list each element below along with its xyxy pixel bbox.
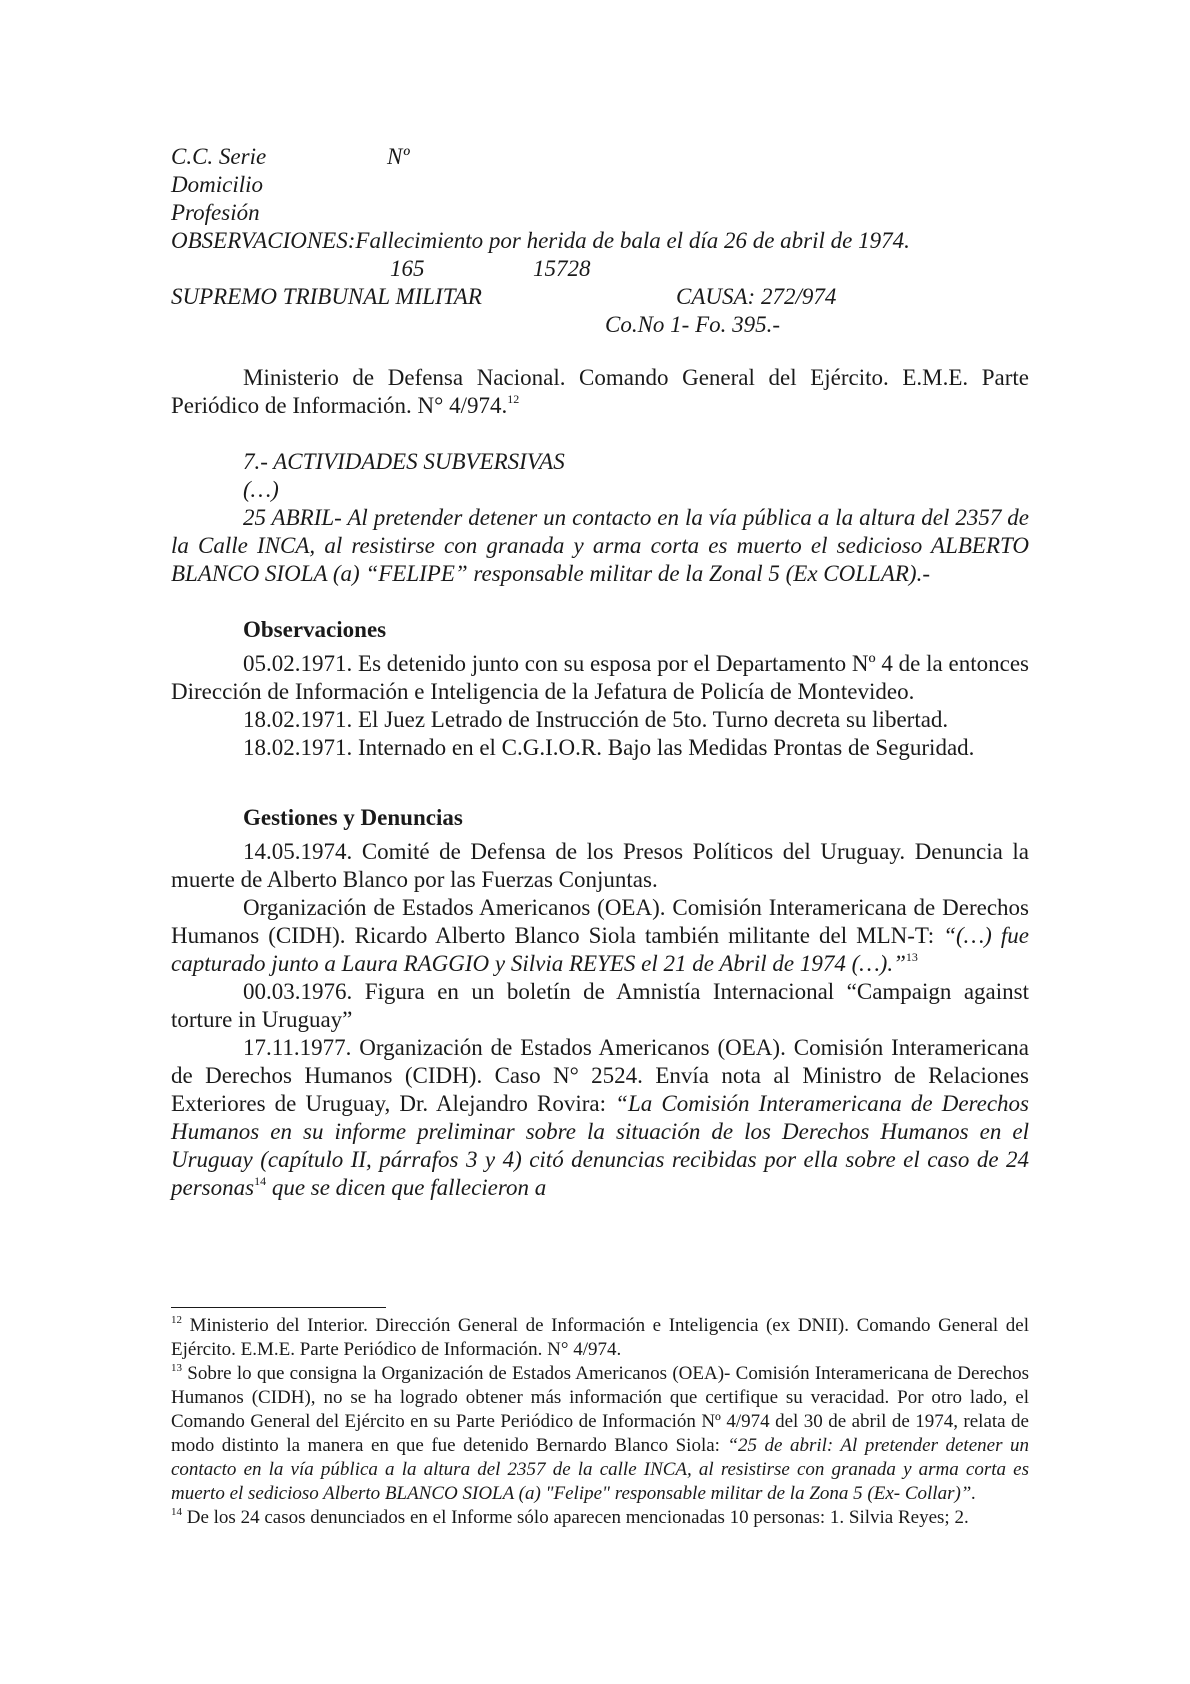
- footnote-number: 13: [171, 1362, 182, 1374]
- gestion-quote: “La Comisión Interamericana de Derechos Humanos en su informe preliminar sobre la situación de los Derechos Humanos en el Uruguay (capítulo II, párrafos 3 y 4) citó denuncias recibidas por ella sobre el caso de 24 personas: [171, 1091, 1029, 1200]
- ministerio-paragraph: [171, 364, 1029, 420]
- gestion-paragraph: [171, 894, 1029, 978]
- gestiones-heading: Gestiones y Denuncias: [243, 805, 463, 830]
- footnote-13: [171, 1362, 1029, 1506]
- record-number-165: 165: [390, 256, 425, 281]
- footnote-quote: “25 de abril: Al pretender detener un contacto en la vía pública a la altura del 2357 de la calle INCA, al resistirse con granada y arma corta es muerto el sedicioso Alberto BLANCO SIOLA (a) "Felipe" responsable militar de la Zona 5 (Ex- Collar)”.: [171, 1435, 1029, 1504]
- gestion-text: 17.11.1977. Organización de Estados Americanos (OEA). Comisión Interamericana de Derechos Humanos (CIDH). Caso N° 2524. Envía nota al Ministro de Relaciones Exteriores de Uruguay, Dr. Alejandro Rovira:: [171, 1035, 1029, 1116]
- number-label: Nº: [387, 144, 410, 169]
- observacion-item: 18.02.1971. Internado en el C.G.I.O.R. Bajo las Medidas Prontas de Seguridad.: [243, 735, 975, 760]
- footnote-ref-14: 14: [254, 1174, 267, 1188]
- cc-serie-label: C.C. Serie: [171, 144, 267, 169]
- actividades-title: 7.- ACTIVIDADES SUBVERSIVAS: [243, 449, 565, 474]
- actividades-text: 25 ABRIL- Al pretender detener un contacto en la vía pública a la altura del 2357 de la Calle INCA, al resistirse con granada y arma corta es muerto el sedicioso ALBERTO BLANCO SIOLA (a) “FELIPE” responsable militar de la Zonal 5 (Ex COLLAR).-: [171, 505, 1029, 586]
- footnote-number: 12: [171, 1314, 182, 1326]
- gestion-text: Organización de Estados Americanos (OEA). Comisión Interamericana de Derechos Humanos (CIDH). Ricardo Alberto Blanco Siola también militante del MLN-T:: [171, 895, 1029, 948]
- observacion-item: 05.02.1971. Es detenido junto con su esposa por el Departamento Nº 4 de la entonces Dirección de Información e Inteligencia de la Jefatura de Policía de Montevideo.: [171, 651, 1029, 704]
- footnote-ref-12: 12: [507, 392, 520, 406]
- actividades-ellipsis: (…): [243, 477, 279, 502]
- domicilio-label: Domicilio: [171, 172, 263, 197]
- gestion-paragraph: 00.03.1976. Figura en un boletín de Amnistía Internacional “Campaign against torture in Uruguay”: [171, 979, 1029, 1032]
- observacion-item: 18.02.1971. El Juez Letrado de Instrucción de 5to. Turno decreta su libertad.: [243, 707, 949, 732]
- record-number-15728: 15728: [533, 256, 591, 281]
- footnote-text: De los 24 casos denunciados en el Informe sólo aparecen mencionadas 10 personas: 1. Silvia Reyes; 2.: [182, 1507, 969, 1528]
- document-body: [171, 364, 1029, 1202]
- observaciones-line: OBSERVACIONES:Fallecimiento por herida de bala el día 26 de abril de 1974.: [171, 228, 910, 253]
- observaciones-heading: Observaciones: [243, 617, 387, 642]
- causa-label: CAUSA: 272/974: [676, 284, 837, 309]
- gestion-paragraph: [171, 1034, 1029, 1202]
- footnote-separator: [171, 1307, 386, 1308]
- ministerio-text: Ministerio de Defensa Nacional. Comando General del Ejército. E.M.E. Parte Periódico de Información. N° 4/974.: [171, 365, 1029, 418]
- gestion-paragraph: 14.05.1974. Comité de Defensa de los Presos Políticos del Uruguay. Denuncia la muerte de Alberto Blanco por las Fuerzas Conjuntas.: [171, 839, 1029, 892]
- footnote-ref-13: 13: [905, 950, 918, 964]
- footnote-text: Ministerio del Interior. Dirección General de Información e Inteligencia (ex DNII). Comando General del Ejército. E.M.E. Parte Periódico de Información. N° 4/974.: [171, 1315, 1029, 1360]
- co-fo-label: Co.No 1- Fo. 395.-: [605, 312, 781, 337]
- footnote-text: Sobre lo que consigna la Organización de Estados Americanos (OEA)- Comisión Interamericana de Derechos Humanos (CIDH), no se ha logrado obtener más información que certifique su veracidad. Por otro lado, el Comando General del Ejército en su Parte Periódico de Información Nº 4/974 del 30 de abril de 1974, relata de modo distinto la manera en que fue detenido Bernardo Blanco Siola:: [171, 1363, 1029, 1456]
- tribunal-label: SUPREMO TRIBUNAL MILITAR: [171, 284, 482, 309]
- footnote-12: [171, 1314, 1029, 1362]
- footnotes: [171, 1314, 1029, 1530]
- footnote-14: [171, 1506, 1029, 1530]
- footnote-number: 14: [171, 1506, 182, 1518]
- record-header: [171, 143, 1029, 339]
- profesion-label: Profesión: [171, 200, 260, 225]
- gestion-quote-continued: que se dicen que fallecieron a: [266, 1175, 547, 1200]
- gestion-quote: “(…) fue capturado junto a Laura RAGGIO y Silvia REYES el 21 de Abril de 1974 (…).”: [171, 923, 1029, 976]
